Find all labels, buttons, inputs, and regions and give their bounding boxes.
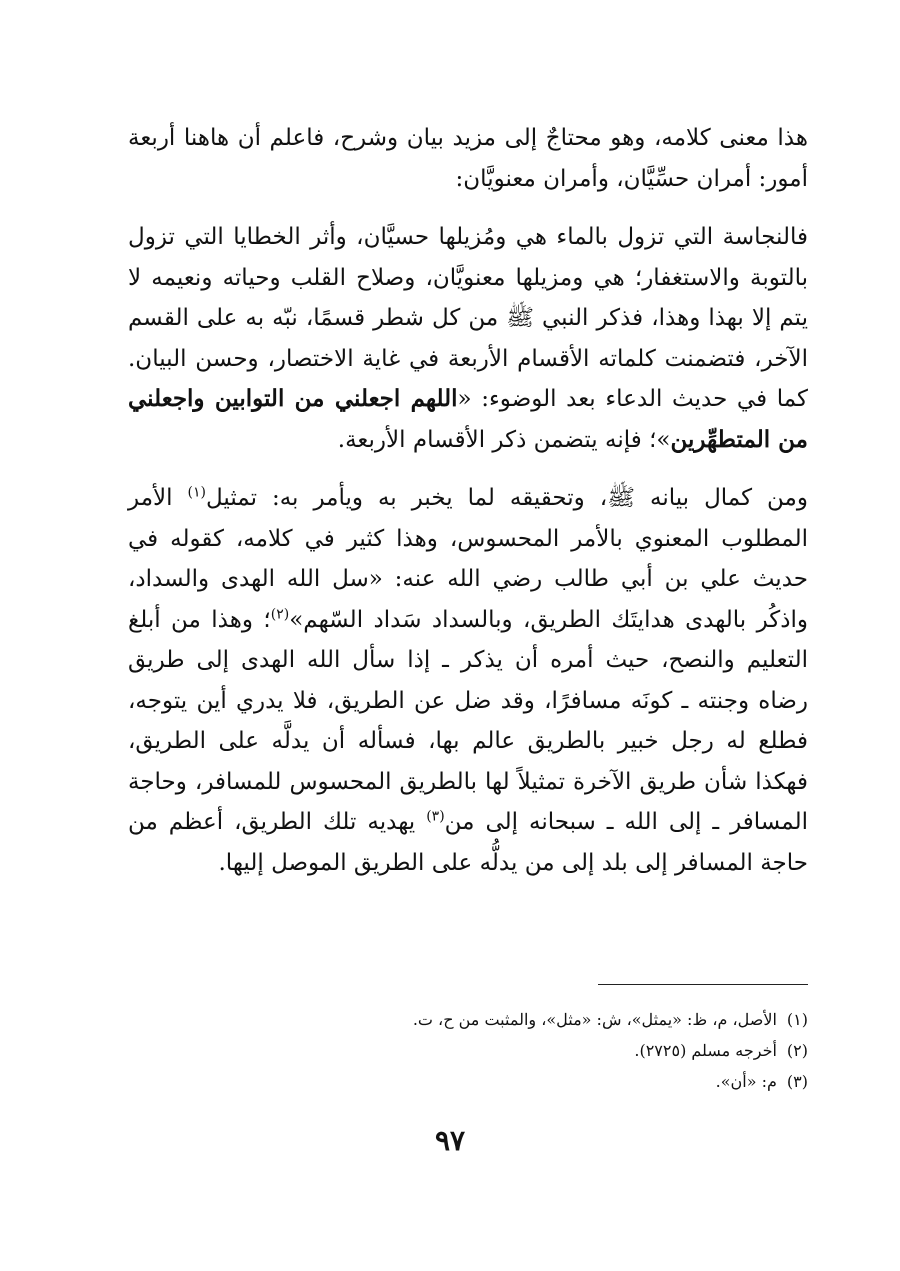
footnote-number: (٢): [786, 1041, 808, 1060]
paragraph-2: [128, 217, 808, 460]
text-segment: هذا معنى كلامه، وهو محتاجٌ إلى مزيد بيان وشرح، فاعلم أن هاهنا أربعة أمور: أمران حسِّيَّان، وأمران معنويَّان:: [128, 125, 808, 192]
footnote-1: [128, 1004, 808, 1035]
text-segment: الأمر المطلوب المعنوي بالأمر المحسوس، وهذا كثير في كلامه، كقوله في حديث علي بن أبي طالب رضي الله عنه: «سل الله الهدى والسداد، واذكُر بالهدى هدايتَك الطريق، وبالسداد سَداد السّهم»: [128, 485, 808, 633]
footnote-3: [128, 1066, 808, 1097]
paragraph-3: [128, 478, 808, 883]
text-segment: »؛ فإنه يتضمن ذكر الأقسام الأربعة.: [337, 426, 671, 453]
footnotes: [128, 1004, 808, 1097]
main-text: [128, 118, 808, 883]
footnote-ref-1[interactable]: (١): [187, 484, 206, 501]
footnote-ref-3[interactable]: (٣): [426, 808, 445, 825]
footnote-number: (٣): [786, 1072, 808, 1091]
text-segment: ومن كمال بيانه ﷺ، وتحقيقه لما يخبر به ويأمر به: تمثيل: [205, 485, 808, 511]
footnote-text: أخرجه مسلم (٢٧٢٥).: [634, 1041, 777, 1060]
footnote-2: [128, 1035, 808, 1066]
text-segment: فالنجاسة التي تزول بالماء هي ومُزيلها حسيَّان، وأثر الخطايا التي تزول بالتوبة والاستغفار؛ هي ومزيلها معنويَّان، وصلاح القلب وحياته ونعيمه لا يتم إلا بهذا وهذا، فذكر النبي ﷺ من كل شطر قسمًا، نبّه به على القسم الآخر، فتضمنت كلماته الأقسام الأربعة في غاية الاختصار، وحسن البيان. كما في حديث الدعاء بعد الوضوء: «: [128, 224, 808, 412]
footnote-number: (١): [786, 1010, 808, 1029]
text-segment: ؛ وهذا من أبلغ التعليم والنصح، حيث أمره أن يذكر ـ إذا سأل الله الهدى إلى طريق رضاه وجنته ـ كونَه مسافرًا، وقد ضل عن الطريق، فلا يدري أين يتوجه، فطلع له رجل خبير بالطريق عالم بها، فسأله أن يدلَّه على الطريق، فهكذا شأن طريق الآخرة تمثيلاً لها بالطريق المحسوس للمسافر، وحاجة المسافر ـ إلى الله ـ سبحانه إلى من: [128, 606, 808, 835]
page-number: ٩٧: [434, 1124, 466, 1157]
paragraph-1: [128, 118, 808, 199]
footnote-text: م: «أن».: [715, 1072, 777, 1091]
footnote-text: الأصل، م، ظ: «يمثل»، ش: «مثل»، والمثبت من ح، ت.: [412, 1010, 777, 1029]
text-segment: يهديه تلك الطريق، أعظم من حاجة المسافر إلى بلد إلى من يدلُّه على الطريق الموصل إليها.: [128, 809, 808, 876]
footnote-ref-2[interactable]: (٢): [270, 605, 290, 622]
footnote-divider: [598, 984, 808, 985]
hadith-quote: اللهم اجعلني من التوابين واجعلني من المتطهِّرين: [128, 385, 808, 453]
